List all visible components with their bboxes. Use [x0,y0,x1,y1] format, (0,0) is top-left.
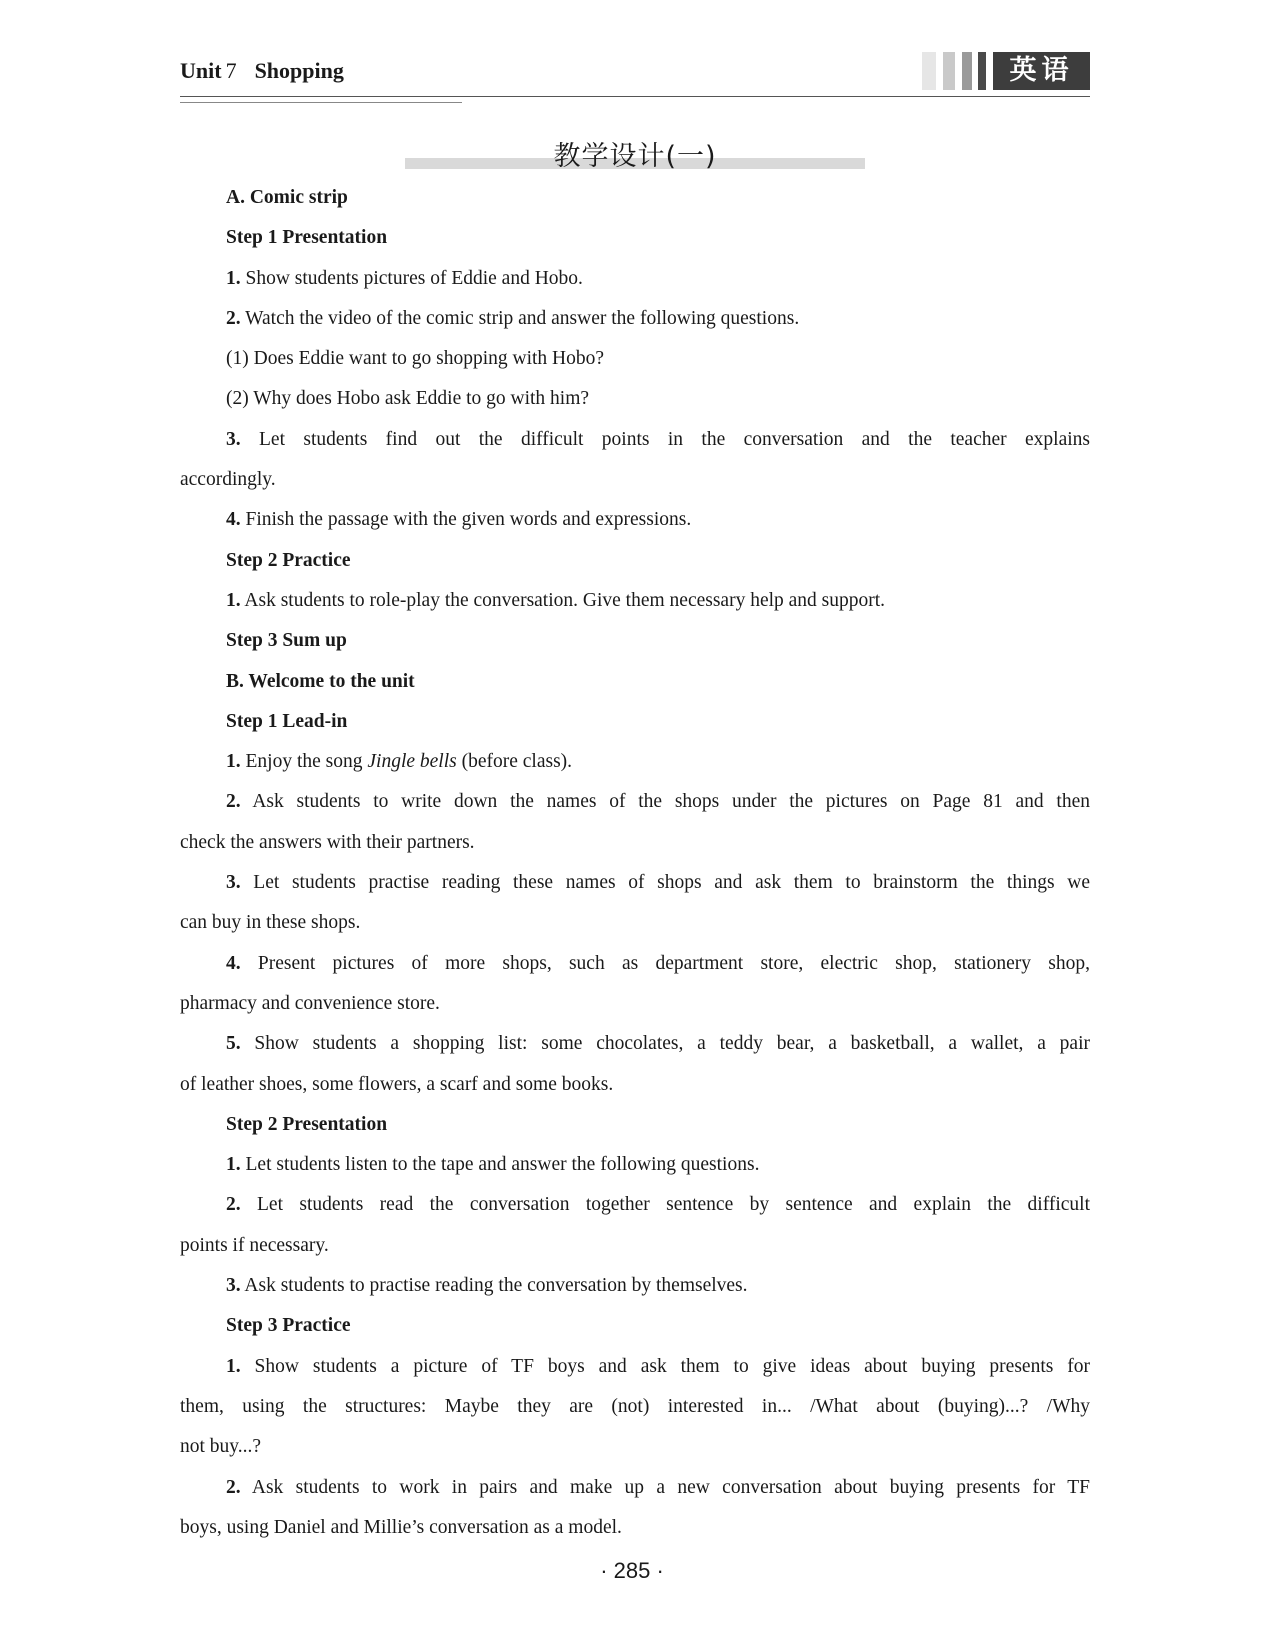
list-item: 2. Watch the video of the comic strip and answer the following questions. [226,307,800,329]
header-decor-bar [922,52,936,90]
step-heading: Step 3 Practice [226,1315,351,1337]
header-rule [180,96,1090,97]
lesson-content [180,178,1090,1548]
list-item-continuation: not buy...? [180,1436,262,1458]
list-item: 2. Ask students to write down the names of the shops under the pictures on Page 81 and then [226,791,1090,813]
list-item: 1. Show students a picture of TF boys and ask them to give ideas about buying presents for [226,1355,1090,1377]
unit-topic: Shopping [254,58,344,83]
list-item: 3. Ask students to practise reading the conversation by themselves. [226,1275,748,1297]
step-heading: Step 2 Presentation [226,1113,388,1135]
list-item-continuation: accordingly. [180,469,276,491]
list-item: 1. Enjoy the song Jingle bells (before class). [226,751,573,773]
list-item: 1. Ask students to role-play the conversation. Give them necessary help and support. [226,589,886,611]
section-heading: A. Comic strip [226,187,348,208]
question-item: (2) Why does Hobo ask Eddie to go with him? [226,388,590,410]
header-decor-bar [943,52,955,90]
list-item: 2. Ask students to work in pairs and make up a new conversation about buying presents for TF [226,1476,1090,1498]
header-decor-bar [962,52,972,90]
list-item: 4. Finish the passage with the given words and expressions. [226,509,692,531]
question-item: (1) Does Eddie want to go shopping with Hobo? [226,348,605,370]
list-item: 3. Let students practise reading these names of shops and ask them to brainstorm the things we [226,872,1090,894]
list-item: 1. Let students listen to the tape and answer the following questions. [226,1154,760,1176]
unit-label: Unit [180,58,222,83]
running-header [180,58,344,84]
page-title: 教学设计(一) [553,141,717,172]
list-item: 3. Let students find out the difficult points in the conversation and the teacher explains [226,428,1090,450]
unit-number: 7 [225,58,237,83]
song-title: Jingle bells [367,751,457,773]
list-item: 2. Let students read the conversation together sentence by sentence and explain the difficult [226,1194,1090,1216]
header-decor-bar [978,52,986,90]
list-item-continuation: them, using the structures: Maybe they are (not) interested in... /What about (buying)...? /Why [180,1395,1090,1417]
list-item: 1. Show students pictures of Eddie and Hobo. [226,267,583,289]
step-heading: Step 1 Presentation [226,227,388,249]
list-item-continuation: check the answers with their partners. [180,831,475,853]
header-subrule [180,102,462,103]
list-item-continuation: boys, using Daniel and Millie’s conversation as a model. [180,1516,622,1538]
step-heading: Step 1 Lead-in [226,710,348,732]
list-item-continuation: pharmacy and convenience store. [180,992,440,1014]
subject-badge: 英语 [993,52,1090,90]
page-number: · 285 · [600,1558,664,1583]
section-heading: B. Welcome to the unit [226,670,415,692]
list-item: 4. Present pictures of more shops, such as department store, electric shop, stationery shop, [226,952,1090,974]
step-heading: Step 2 Practice [226,549,351,571]
list-item-continuation: of leather shoes, some flowers, a scarf and some books. [180,1073,614,1095]
list-item-continuation: can buy in these shops. [180,912,361,934]
list-item: 5. Show students a shopping list: some chocolates, a teddy bear, a basketball, a wallet, a pair [226,1033,1090,1055]
list-item-continuation: points if necessary. [180,1234,329,1256]
step-heading: Step 3 Sum up [226,630,347,652]
